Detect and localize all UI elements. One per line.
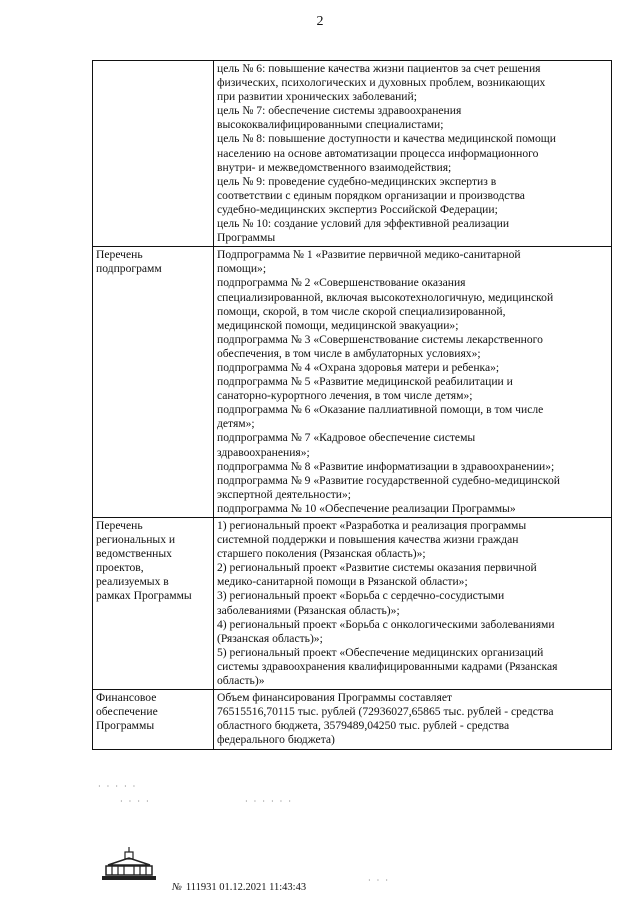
row-content-cell bbox=[214, 518, 612, 690]
content-line: подпрограмма № 3 «Совершенствование системы лекарственного bbox=[217, 332, 543, 346]
label-line: рамках Программы bbox=[96, 589, 192, 603]
content-line: системы здравоохранения квалифицированными кадрами (Рязанская bbox=[217, 659, 558, 673]
content-line: подпрограмма № 8 «Развитие информатизации в здравоохранении»; bbox=[217, 459, 555, 473]
content-line: судебно-медицинских экспертиз Российской Федерации; bbox=[217, 202, 498, 216]
content-line: цель № 6: повышение качества жизни пациентов за счет решения bbox=[217, 62, 541, 75]
content-line: подпрограмма № 10 «Обеспечение реализации Программы» bbox=[217, 501, 516, 515]
row-content-cell bbox=[214, 247, 612, 518]
content-line: обеспечения, в том числе в амбулаторных условиях»; bbox=[217, 346, 481, 360]
content-line: Программы bbox=[217, 231, 276, 245]
label-line: ведомственных bbox=[96, 547, 172, 561]
scan-noise: · · · · · · bbox=[245, 797, 293, 806]
content-line: (Рязанская область)»; bbox=[217, 631, 323, 645]
label-line: Финансовое bbox=[96, 691, 157, 705]
label-line: Перечень bbox=[96, 519, 143, 532]
content-line: медицинской помощи, медицинской эвакуации»; bbox=[217, 318, 459, 332]
row-content-cell bbox=[214, 690, 612, 749]
scan-noise: · · · · bbox=[120, 797, 151, 806]
content-line: экспертной деятельности»; bbox=[217, 487, 352, 501]
document-stamp-text: 111931 01.12.2021 11:43:43 bbox=[185, 882, 307, 893]
content-line: физических, психологических и духовных проблем, возникающих bbox=[217, 76, 546, 90]
label-line: Перечень bbox=[96, 248, 143, 262]
row-content-cell bbox=[214, 61, 612, 247]
number-mark: № bbox=[172, 882, 182, 893]
content-line: 1) региональный проект «Разработка и реализация программы bbox=[217, 519, 527, 532]
label-line: региональных и bbox=[96, 533, 176, 547]
content-line: помощи»; bbox=[217, 262, 267, 276]
row-label-cell bbox=[93, 61, 214, 247]
row-label-cell bbox=[93, 518, 214, 690]
row-label-cell bbox=[93, 247, 214, 518]
content-line: подпрограмма № 9 «Развитие государственной судебно-медицинской bbox=[217, 473, 560, 487]
label-line: обеспечение bbox=[96, 705, 158, 719]
content-line: здравоохранения»; bbox=[217, 445, 310, 459]
content-line: санаторно-курортного лечения, в том числе детям»; bbox=[217, 389, 473, 403]
content-line: 5) региональный проект «Обеспечение медицинских организаций bbox=[217, 645, 544, 659]
content-line: заболеваниями (Рязанская область)»; bbox=[217, 603, 400, 617]
government-building-icon bbox=[100, 846, 158, 882]
content-line: 4) региональный проект «Борьба с онкологическими заболеваниями bbox=[217, 617, 555, 631]
content-line: областного бюджета, 3579489,04250 тыс. рублей - средства bbox=[217, 719, 510, 733]
content-line: область)» bbox=[217, 674, 265, 688]
content-line: Объем финансирования Программы составляет bbox=[217, 691, 453, 705]
content-line: детям»; bbox=[217, 417, 255, 431]
content-line: специализированной, включая высокотехнологичную, медицинской bbox=[217, 290, 554, 304]
content-line: цель № 8: повышение доступности и качества медицинской помощи bbox=[217, 132, 556, 146]
row-label-cell bbox=[93, 690, 214, 749]
content-line: цель № 10: создание условий для эффективной реализации bbox=[217, 217, 510, 231]
content-line: подпрограмма № 5 «Развитие медицинской реабилитации и bbox=[217, 375, 513, 389]
content-line: 76515516,70115 тыс. рублей (72936027,65865 тыс. рублей - средства bbox=[217, 705, 554, 719]
scan-noise: · · · bbox=[368, 876, 390, 885]
content-line: федерального бюджета) bbox=[217, 733, 335, 747]
footer-stamp bbox=[172, 882, 306, 893]
content-line: высококвалифицированными специалистами; bbox=[217, 118, 444, 132]
content-line: 2) региональный проект «Развитие системы оказания первичной bbox=[217, 561, 537, 575]
content-line: подпрограмма № 6 «Оказание паллиативной помощи, в том числе bbox=[217, 403, 544, 417]
content-line: помощи, скорой, в том числе скорой специализированной, bbox=[217, 304, 506, 318]
content-line: внутри- и межведомственного взаимодействия; bbox=[217, 160, 452, 174]
content-line: медико-санитарной помощи в Рязанской области»; bbox=[217, 575, 468, 589]
table-row bbox=[93, 61, 612, 247]
content-line: населению на основе автоматизации процесса информационного bbox=[217, 146, 539, 160]
program-passport-table bbox=[92, 60, 612, 750]
table-row bbox=[93, 518, 612, 690]
content-line: подпрограмма № 4 «Охрана здоровья матери и ребенка»; bbox=[217, 360, 500, 374]
content-line: системной поддержки и повышения качества жизни граждан bbox=[217, 533, 519, 547]
content-line: 3) региональный проект «Борьба с сердечно-сосудистыми bbox=[217, 589, 505, 603]
table-row bbox=[93, 247, 612, 518]
content-line: подпрограмма № 2 «Совершенствование оказания bbox=[217, 276, 466, 290]
content-line: при развитии хронических заболеваний; bbox=[217, 90, 417, 104]
page-number: 2 bbox=[316, 14, 324, 29]
table-row bbox=[93, 690, 612, 749]
content-line: подпрограмма № 7 «Кадровое обеспечение системы bbox=[217, 431, 476, 445]
label-line: проектов, bbox=[96, 561, 144, 575]
label-line: Программы bbox=[96, 719, 155, 733]
content-line: цель № 7: обеспечение системы здравоохранения bbox=[217, 104, 462, 118]
label-line: реализуемых в bbox=[96, 575, 169, 589]
content-line: старшего поколения (Рязанская область)»; bbox=[217, 547, 426, 561]
label-line: подпрограмм bbox=[96, 262, 162, 276]
content-line: соответствии с единым порядком организации и производства bbox=[217, 188, 525, 202]
scan-noise: · · · · · bbox=[98, 782, 138, 791]
content-line: Подпрограмма № 1 «Развитие первичной медико-санитарной bbox=[217, 248, 521, 262]
content-line: цель № 9: проведение судебно-медицинских экспертиз в bbox=[217, 174, 497, 188]
table-body bbox=[93, 61, 612, 750]
